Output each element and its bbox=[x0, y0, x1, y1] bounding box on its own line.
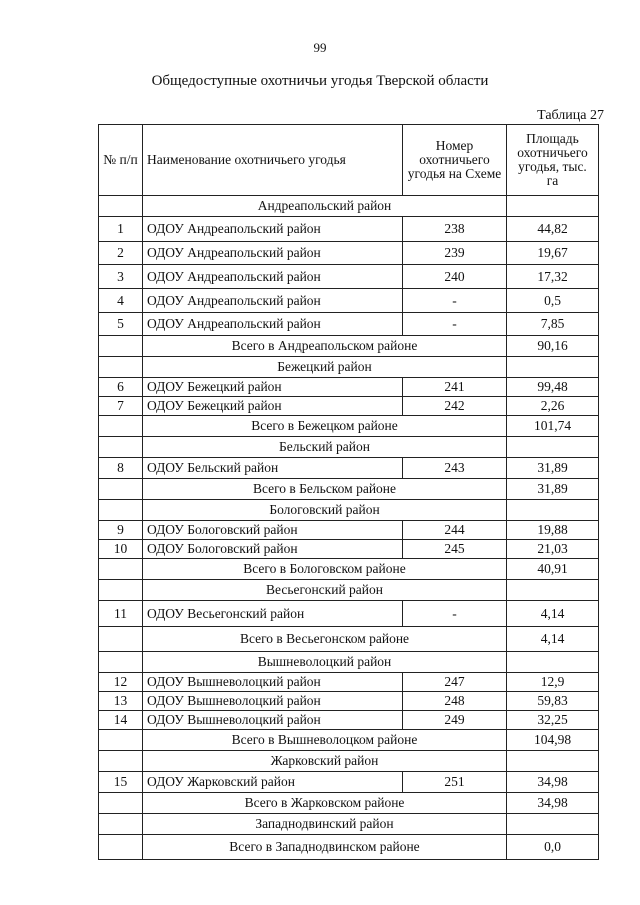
ground-name: ОДОУ Бежецкий район bbox=[143, 378, 403, 397]
district-name: Западнодвинский район bbox=[143, 814, 507, 835]
header-name: Наименование охотничьего угодья bbox=[143, 125, 403, 196]
ground-name: ОДОУ Бологовский район bbox=[143, 540, 403, 559]
district-total-label: Всего в Жарковском районе bbox=[143, 793, 507, 814]
row-number: 13 bbox=[99, 692, 143, 711]
table-row bbox=[99, 673, 599, 692]
scheme-number: 239 bbox=[403, 242, 507, 265]
blank-cell bbox=[99, 793, 143, 814]
district-total-label: Всего в Западнодвинском районе bbox=[143, 835, 507, 860]
district-name: Бельский район bbox=[143, 437, 507, 458]
scheme-number: 247 bbox=[403, 673, 507, 692]
area-value: 12,9 bbox=[507, 673, 599, 692]
district-total-row bbox=[99, 793, 599, 814]
blank-cell bbox=[507, 357, 599, 378]
blank-cell bbox=[507, 437, 599, 458]
row-number: 5 bbox=[99, 313, 143, 336]
table-row bbox=[99, 397, 599, 416]
document-title: Общедоступные охотничьи угодья Тверской области bbox=[151, 73, 489, 89]
scheme-number: 249 bbox=[403, 711, 507, 730]
blank-cell bbox=[507, 580, 599, 601]
district-total-value: 34,98 bbox=[507, 793, 599, 814]
district-header-row bbox=[99, 652, 599, 673]
district-total-value: 90,16 bbox=[507, 336, 599, 357]
scheme-number: 240 bbox=[403, 265, 507, 289]
district-total-label: Всего в Вышневолоцком районе bbox=[143, 730, 507, 751]
ground-name: ОДОУ Андреапольский район bbox=[143, 265, 403, 289]
table-row bbox=[99, 540, 599, 559]
district-total-label: Всего в Бежецком районе bbox=[143, 416, 507, 437]
district-total-row bbox=[99, 835, 599, 860]
table-row bbox=[99, 265, 599, 289]
blank-cell bbox=[99, 730, 143, 751]
blank-cell bbox=[99, 437, 143, 458]
blank-cell bbox=[99, 336, 143, 357]
header-scheme: Номер охотничьего угодья на Схеме bbox=[403, 125, 507, 196]
ground-name: ОДОУ Вышневолоцкий район bbox=[143, 711, 403, 730]
district-total-label: Всего в Бологовском районе bbox=[143, 559, 507, 580]
blank-cell bbox=[99, 627, 143, 652]
district-total-row bbox=[99, 416, 599, 437]
row-number: 6 bbox=[99, 378, 143, 397]
blank-cell bbox=[507, 751, 599, 772]
blank-cell bbox=[507, 500, 599, 521]
scheme-number: 242 bbox=[403, 397, 507, 416]
ground-name: ОДОУ Андреапольский район bbox=[143, 217, 403, 242]
table-row bbox=[99, 521, 599, 540]
blank-cell bbox=[99, 814, 143, 835]
table-row bbox=[99, 458, 599, 479]
row-number: 15 bbox=[99, 772, 143, 793]
table-row bbox=[99, 711, 599, 730]
scheme-number: 248 bbox=[403, 692, 507, 711]
blank-cell bbox=[99, 500, 143, 521]
table-row bbox=[99, 313, 599, 336]
blank-cell bbox=[507, 196, 599, 217]
ground-name: ОДОУ Андреапольский район bbox=[143, 289, 403, 313]
blank-cell bbox=[99, 580, 143, 601]
scheme-number: 251 bbox=[403, 772, 507, 793]
scheme-number: - bbox=[403, 601, 507, 627]
table-row bbox=[99, 289, 599, 313]
district-total-row bbox=[99, 559, 599, 580]
header-num: № п/п bbox=[99, 125, 143, 196]
blank-cell bbox=[99, 835, 143, 860]
ground-name: ОДОУ Вышневолоцкий район bbox=[143, 692, 403, 711]
district-name: Бежецкий район bbox=[143, 357, 507, 378]
area-value: 21,03 bbox=[507, 540, 599, 559]
district-name: Андреапольский район bbox=[143, 196, 507, 217]
hunting-grounds-table bbox=[98, 124, 599, 860]
blank-cell bbox=[507, 814, 599, 835]
district-name: Весьегонский район bbox=[143, 580, 507, 601]
area-value: 19,67 bbox=[507, 242, 599, 265]
district-total-value: 104,98 bbox=[507, 730, 599, 751]
ground-name: ОДОУ Вышневолоцкий район bbox=[143, 673, 403, 692]
district-total-row bbox=[99, 730, 599, 751]
district-header-row bbox=[99, 814, 599, 835]
district-total-label: Всего в Бельском районе bbox=[143, 479, 507, 500]
table-row bbox=[99, 601, 599, 627]
district-header-row bbox=[99, 196, 599, 217]
row-number: 11 bbox=[99, 601, 143, 627]
blank-cell bbox=[99, 357, 143, 378]
ground-name: ОДОУ Бельский район bbox=[143, 458, 403, 479]
header-area: Площадь охотничьего угодья, тыс. га bbox=[507, 125, 599, 196]
row-number: 9 bbox=[99, 521, 143, 540]
scheme-number: 245 bbox=[403, 540, 507, 559]
area-value: 19,88 bbox=[507, 521, 599, 540]
row-number: 2 bbox=[99, 242, 143, 265]
row-number: 3 bbox=[99, 265, 143, 289]
district-total-value: 40,91 bbox=[507, 559, 599, 580]
blank-cell bbox=[99, 196, 143, 217]
area-value: 4,14 bbox=[507, 601, 599, 627]
district-total-value: 31,89 bbox=[507, 479, 599, 500]
ground-name: ОДОУ Андреапольский район bbox=[143, 242, 403, 265]
area-value: 17,32 bbox=[507, 265, 599, 289]
page-number: 99 bbox=[313, 40, 327, 55]
scheme-number: 244 bbox=[403, 521, 507, 540]
blank-cell bbox=[99, 416, 143, 437]
district-name: Бологовский район bbox=[143, 500, 507, 521]
district-total-value: 0,0 bbox=[507, 835, 599, 860]
scheme-number: 238 bbox=[403, 217, 507, 242]
scheme-number: - bbox=[403, 289, 507, 313]
table-row bbox=[99, 217, 599, 242]
scheme-number: - bbox=[403, 313, 507, 336]
blank-cell bbox=[99, 479, 143, 500]
table-header-row bbox=[99, 125, 599, 196]
row-number: 7 bbox=[99, 397, 143, 416]
row-number: 4 bbox=[99, 289, 143, 313]
area-value: 2,26 bbox=[507, 397, 599, 416]
district-header-row bbox=[99, 357, 599, 378]
blank-cell bbox=[99, 559, 143, 580]
row-number: 10 bbox=[99, 540, 143, 559]
table-row bbox=[99, 772, 599, 793]
blank-cell bbox=[99, 751, 143, 772]
area-value: 0,5 bbox=[507, 289, 599, 313]
row-number: 12 bbox=[99, 673, 143, 692]
scheme-number: 241 bbox=[403, 378, 507, 397]
table-body bbox=[99, 196, 599, 860]
blank-cell bbox=[99, 652, 143, 673]
table-row bbox=[99, 242, 599, 265]
table-label: Таблица 27 bbox=[537, 108, 604, 123]
district-total-value: 101,74 bbox=[507, 416, 599, 437]
district-header-row bbox=[99, 437, 599, 458]
area-value: 32,25 bbox=[507, 711, 599, 730]
district-total-value: 4,14 bbox=[507, 627, 599, 652]
area-value: 99,48 bbox=[507, 378, 599, 397]
district-header-row bbox=[99, 751, 599, 772]
table-row bbox=[99, 378, 599, 397]
blank-cell bbox=[507, 652, 599, 673]
row-number: 8 bbox=[99, 458, 143, 479]
ground-name: ОДОУ Весьегонский район bbox=[143, 601, 403, 627]
area-value: 59,83 bbox=[507, 692, 599, 711]
scheme-number: 243 bbox=[403, 458, 507, 479]
area-value: 31,89 bbox=[507, 458, 599, 479]
ground-name: ОДОУ Бологовский район bbox=[143, 521, 403, 540]
district-total-label: Всего в Андреапольском районе bbox=[143, 336, 507, 357]
district-total-row bbox=[99, 479, 599, 500]
ground-name: ОДОУ Бежецкий район bbox=[143, 397, 403, 416]
table-row bbox=[99, 692, 599, 711]
district-total-row bbox=[99, 627, 599, 652]
district-total-label: Всего в Весьегонском районе bbox=[143, 627, 507, 652]
district-name: Жарковский район bbox=[143, 751, 507, 772]
area-value: 34,98 bbox=[507, 772, 599, 793]
district-name: Вышневолоцкий район bbox=[143, 652, 507, 673]
area-value: 7,85 bbox=[507, 313, 599, 336]
row-number: 1 bbox=[99, 217, 143, 242]
ground-name: ОДОУ Жарковский район bbox=[143, 772, 403, 793]
row-number: 14 bbox=[99, 711, 143, 730]
ground-name: ОДОУ Андреапольский район bbox=[143, 313, 403, 336]
district-header-row bbox=[99, 500, 599, 521]
district-total-row bbox=[99, 336, 599, 357]
area-value: 44,82 bbox=[507, 217, 599, 242]
district-header-row bbox=[99, 580, 599, 601]
